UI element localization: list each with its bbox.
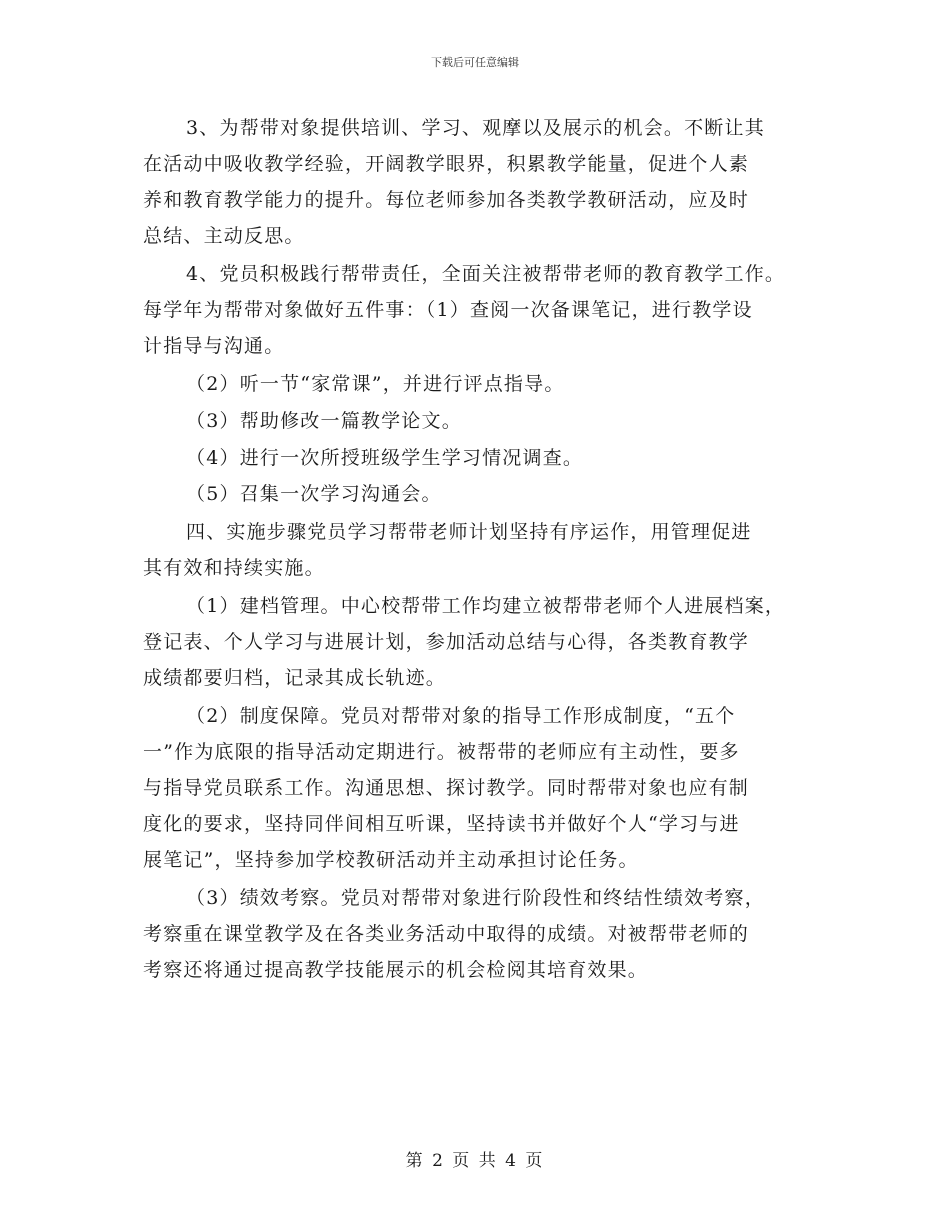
page-header: 下载后可任意编辑 xyxy=(431,56,519,69)
paragraph-line: 度化的要求，坚持同伴间相互听课，坚持读书并做好个人“学习与进 xyxy=(143,813,740,835)
paragraph-line: （3）帮助修改一篇教学论文。 xyxy=(186,410,462,432)
paragraph-line: 3、为帮带对象提供培训、学习、观摩以及展示的机会。不断让其 xyxy=(186,117,765,139)
paragraph-line: 考察还将通过提高教学技能展示的机会检阅其培育效果。 xyxy=(143,959,649,981)
paragraph-line: 展笔记”，坚持参加学校教研活动并主动承担讨论任务。 xyxy=(143,849,639,871)
paragraph-line: 其有效和持续实施。 xyxy=(143,557,325,579)
paragraph-line: 与指导党员联系工作。沟通思想、探讨教学。同时帮带对象也应有制 xyxy=(143,777,750,799)
paragraph-line: 4、党员积极践行帮带责任，全面关注被帮带老师的教育教学工作。 xyxy=(186,263,786,285)
paragraph-line: 考察重在课堂教学及在各类业务活动中取得的成绩。对被帮带老师的 xyxy=(143,923,750,945)
paragraph-line: （2）听一节“家常课”，并进行评点指导。 xyxy=(186,373,565,395)
paragraph-line: 四、实施步骤党员学习帮带老师计划坚持有序运作，用管理促进 xyxy=(186,521,752,543)
paragraph-line: 养和教育教学能力的提升。每位老师参加各类教学教研活动，应及时 xyxy=(143,189,750,211)
paragraph-line: 成绩都要归档，记录其成长轨迹。 xyxy=(143,667,447,689)
paragraph-line: （2）制度保障。党员对帮带对象的指导工作形成制度，“五个 xyxy=(186,705,736,727)
paragraph-line: 总结、主动反思。 xyxy=(143,225,305,247)
paragraph-line: 计指导与沟通。 xyxy=(143,335,285,357)
paragraph-line: 登记表、个人学习与进展计划，参加活动总结与心得，各类教育教学 xyxy=(143,631,750,653)
paragraph-line: （3）绩效考察。党员对帮带对象进行阶段性和终结性绩效考察， xyxy=(186,887,765,909)
paragraph-line: 一”作为底限的指导活动定期进行。被帮带的老师应有主动性，要多 xyxy=(143,741,740,763)
paragraph-line: （1）建档管理。中心校帮带工作均建立被帮带老师个人进展档案， xyxy=(186,595,786,617)
paragraph-line: 在活动中吸收教学经验，开阔教学眼界，积累教学能量，促进个人素 xyxy=(143,153,750,175)
paragraph-line: 每学年为帮带对象做好五件事：（1）查阅一次备课笔记，进行教学设 xyxy=(143,299,753,321)
page-number-footer: 第 2 页 共 4 页 xyxy=(405,1151,545,1171)
paragraph-line: （4）进行一次所授班级学生学习情况调查。 xyxy=(186,447,584,469)
paragraph-line: （5）召集一次学习沟通会。 xyxy=(186,483,442,505)
